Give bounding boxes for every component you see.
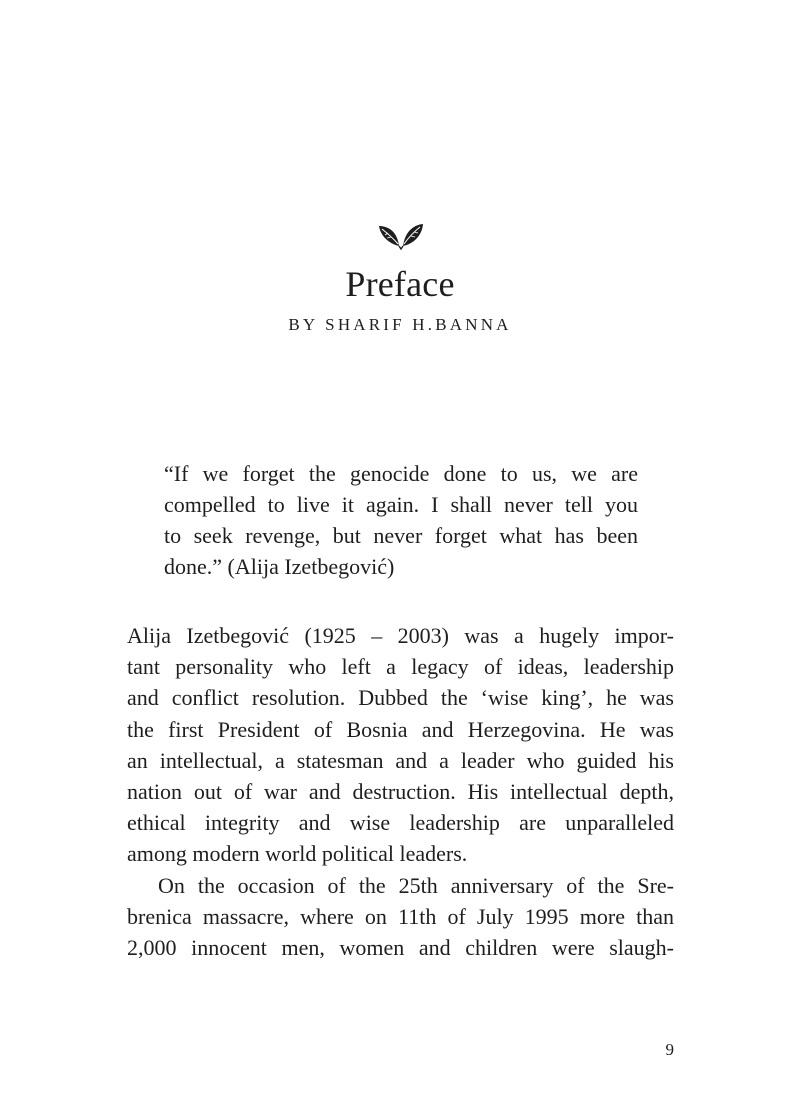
leaf-pair-ornament-icon	[377, 222, 425, 250]
paragraph-line: among modern world political leaders.	[127, 841, 468, 867]
epigraph-line: “If we forget the genocide done to us, we are	[164, 461, 638, 486]
paragraph-line: brenica massacre, where on 11th of July 1995 more than	[127, 903, 674, 929]
paragraph-line: and conflict resolution. Dubbed the ‘wise king’, he was	[127, 685, 674, 711]
paragraph-line: On the occasion of the 25th anniversary of the Sre-	[158, 872, 674, 898]
paragraph-line: ethical integrity and wise leadership are unparalleled	[127, 810, 674, 836]
paragraph-line: 2,000 innocent men, women and children were slaugh-	[127, 935, 674, 961]
paragraph-line: tant personality who left a legacy of ideas, leadership	[127, 654, 674, 680]
paragraph-line: an intellectual, a statesman and a leader who guided his	[127, 747, 674, 773]
chapter-title: Preface	[345, 264, 455, 304]
epigraph-line: to seek revenge, but never forget what has been	[164, 523, 638, 548]
paragraph-line: nation out of war and destruction. His intellectual depth,	[127, 779, 674, 805]
paragraph-line: Alija Izetbegović (1925 – 2003) was a hugely impor-	[127, 623, 674, 648]
epigraph-quote	[164, 458, 638, 582]
epigraph-line: compelled to live it again. I shall never tell you	[164, 492, 638, 517]
page-number: 9	[665, 1040, 674, 1059]
paragraph-line: the first President of Bosnia and Herzegovina. He was	[127, 716, 674, 742]
epigraph-line: done.” (Alija Izetbegović)	[164, 554, 395, 579]
author-byline: BY SHARIF H.BANNA	[288, 315, 512, 334]
body-text	[127, 620, 674, 963]
